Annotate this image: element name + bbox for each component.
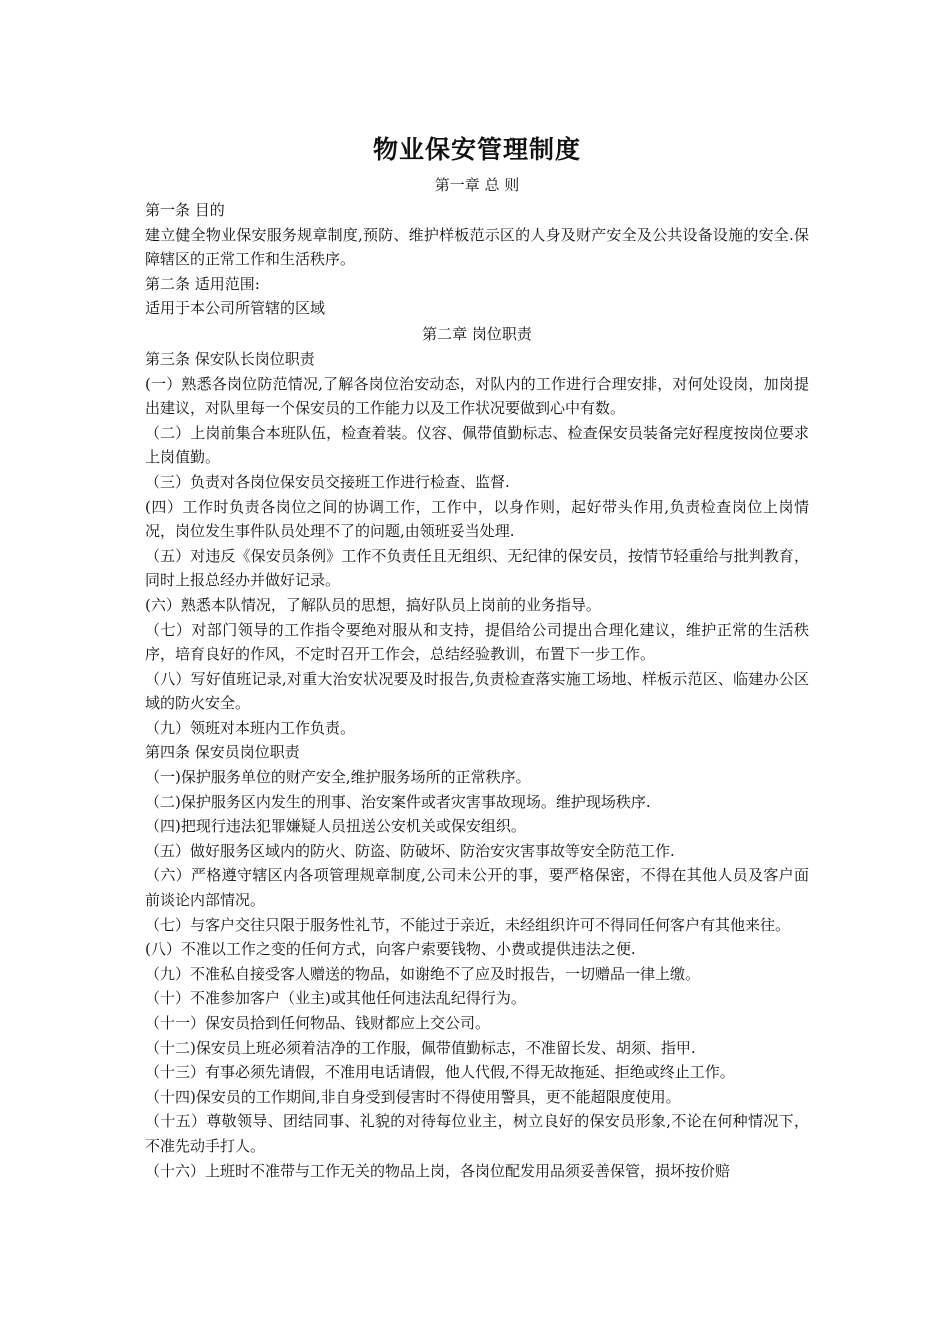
article-4-item: （四)把现行违法犯罪嫌疑人员扭送公安机关或保安组织。 (145, 817, 526, 836)
article-4-item: （十）不准参加客户（业主)或其他任何违法乱纪得行为。 (145, 989, 526, 1008)
article-3-item: （二）上岗前集合本班队伍，检查着装。仪容、佩带值勤标志、检查保安员装备完好程度按岗位要求上岗值勤。 (145, 423, 809, 467)
article-4-item: （九）不准私自接受客人赠送的物品，如谢绝不了应及时报告，一切赠品一律上缴。 (145, 964, 701, 983)
article-3-heading: 第三条 保安队长岗位职责 (145, 349, 315, 368)
article-3-item: （八）写好值班记录,对重大治安状况要及时报告,负责检查落实施工场地、样板示范区、临建办公区域的防火安全。 (145, 669, 809, 713)
article-3-item: （三）负责对各岗位保安员交接班工作进行检查、监督. (145, 472, 510, 491)
article-3-item: （五）对违反《保安员条例》工作不负责任且无组织、无纪律的保安员，按情节轻重给与批判教育，同时上报总经办并做好记录。 (145, 546, 809, 590)
article-4-item: （五）做好服务区域内的防火、防盗、防破坏、防治安灾害事故等安全防范工作. (145, 841, 675, 860)
chapter-1-heading: 第一章 总 则 (434, 176, 520, 194)
article-4-item: （一)保护服务单位的财产安全,维护服务场所的正常秩序。 (145, 768, 531, 787)
article-3-item: （九）领班对本班内工作负责。 (145, 718, 356, 737)
article-3-item: （七）对部门领导的工作指令要绝对服从和支持，提倡给公司提出合理化建议，维护正常的生活秩序，培育良好的作风，不定时召开工作会，总结经验教训，布置下一步工作。 (145, 620, 809, 664)
article-3-item: (一）熟悉各岗位防范情况,了解各岗位治安动态，对队内的工作进行合理安排，对何处设岗，加岗提出建议，对队里每一个保安员的工作能力以及工作状况要做到心中有数。 (145, 374, 809, 418)
article-3-item: (四）工作时负责各岗位之间的协调工作，工作中，以身作则，起好带头作用,负责检查岗位上岗情况，岗位发生事件队员处理不了的问题,由领班妥当处理. (145, 497, 809, 541)
document-page (145, 130, 809, 1183)
article-4-item: （十五）尊敬领导、团结同事、礼貌的对待每位业主，树立良好的保安员形象,不论在何种情况下，不准先动手打人。 (145, 1112, 809, 1155)
article-4-item: （二)保护服务区内发生的刑事、治安案件或者灾害事故现场。维护现场秩序. (145, 792, 651, 811)
chapter-2-heading: 第二章 岗位职责 (422, 324, 532, 343)
article-1-heading: 第一条 目的 (145, 201, 225, 219)
article-4-item: （十六）上班时不准带与工作无关的物品上岗，各岗位配发用品须妥善保管，损坏按价赔 (145, 1161, 731, 1180)
article-4-heading: 第四条 保安员岗位职责 (145, 743, 300, 762)
article-4-item: （十二)保安员上班必须着洁净的工作服，佩带值勤标志，不准留长发、胡须、指甲. (145, 1038, 696, 1057)
article-4-item: （六）严格遵守辖区内各项管理规章制度,公司未公开的事，要严格保密，不得在其他人员及客户面前谈论内部情况。 (145, 866, 809, 910)
article-3-item: (六）熟悉本队情况，了解队员的思想，搞好队员上岗前的业务指导。 (145, 595, 601, 614)
article-2-text: 适用于本公司所管辖的区域 (145, 299, 326, 318)
article-4-item: （七）与客户交往只限于服务性礼节，不能过于亲近，未经组织许可不得同任何客户有其他来往。 (145, 915, 791, 934)
article-1-text: 建立健全物业保安服务规章制度,预防、维护样板范示区的人身及财产安全及公共设备设施的安全.保障辖区的正常工作和生活秩序。 (145, 225, 809, 269)
article-4-item: (八）不准以工作之变的任何方式，向客户索要钱物、小费或提供违法之便. (145, 940, 636, 959)
article-4-item: （十四)保安员的工作期间,非自身受到侵害时不得使用警具，更不能超限度使用。 (145, 1087, 681, 1106)
article-2-heading: 第二条 适用范围: (145, 274, 260, 293)
article-4-item: （十三）有事必须先请假，不准用电话请假，他人代假,不得无故拖延、拒绝或终止工作。 (145, 1063, 735, 1082)
article-4-item: （十一）保安员拾到任何物品、钱财都应上交公司。 (145, 1014, 491, 1032)
document-title: 物业保安管理制度 (372, 135, 581, 164)
